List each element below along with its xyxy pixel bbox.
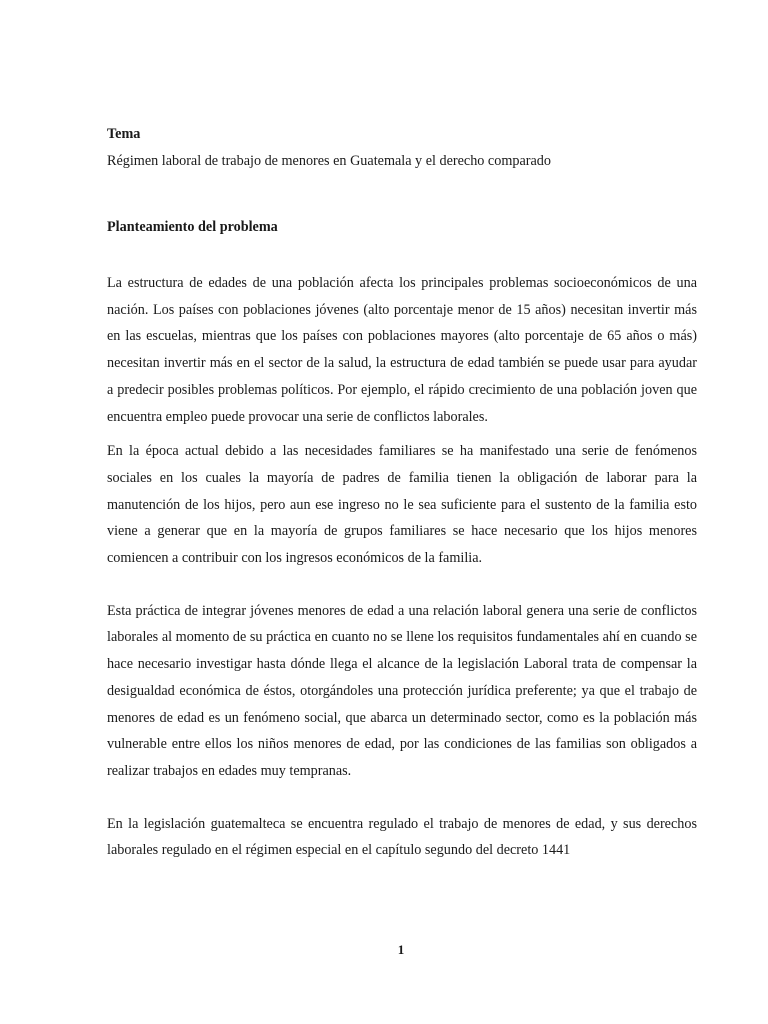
topic-label: Tema: [107, 126, 141, 142]
body-paragraph: La estructura de edades de una población afecta los principales problemas socioeconómicos de una nación. Los países con poblaciones jóvenes (alto porcentaje menor de 15 años) necesitan invertir más en las escuelas, mientras que los países con poblaciones mayores (alto porcentaje de 65 años o más) necesitan invertir más en el sector de la salud, la estructura de edad también se puede usar para ayudar a predecir posibles problemas políticos. Por ejemplo, el rápido crecimiento de una población joven que encuentra empleo puede provocar una serie de conflictos laborales.: [107, 275, 697, 425]
body-paragraph: Esta práctica de integrar jóvenes menores de edad a una relación laboral genera una serie de conflictos laborales al momento de su práctica en cuanto no se llene los requisitos fundamentales ahí en cuando se hace necesario investigar hasta dónde llega el alcance de la legislación Laboral trata de compensar la desigualdad económica de éstos, otorgándoles una protección jurídica preferente; ya que el trabajo de menores de edad es un fenómeno social, que abarca un determinado sector, como es la población más vulnerable entre ellos los niños menores de edad, por las condiciones de las familias son obligados a realizar trabajos en edades muy tempranas.: [107, 602, 697, 779]
page-content: [107, 124, 697, 864]
body-paragraph: En la época actual debido a las necesidades familiares se ha manifestado una serie de fenómenos sociales en los cuales la mayoría de padres de familia tienen la obligación de laborar para la manutención de los hijos, pero aun ese ingreso no le sea suficiente para el sustento de la familia esto viene a generar que en la mayoría de grupos familiares se hace necesario que los hijos menores comiencen a contribuir con los ingresos económicos de la familia.: [107, 443, 697, 567]
page-number: 1: [397, 942, 405, 957]
section-heading: Planteamiento del problema: [107, 219, 278, 235]
topic-title: Régimen laboral de trabajo de menores en Guatemala y el derecho comparado: [107, 153, 551, 169]
body-paragraph: En la legislación guatemalteca se encuentra regulado el trabajo de menores de edad, y sus derechos laborales regulado en el régimen especial en el capítulo segundo del decreto 1441: [107, 815, 697, 859]
